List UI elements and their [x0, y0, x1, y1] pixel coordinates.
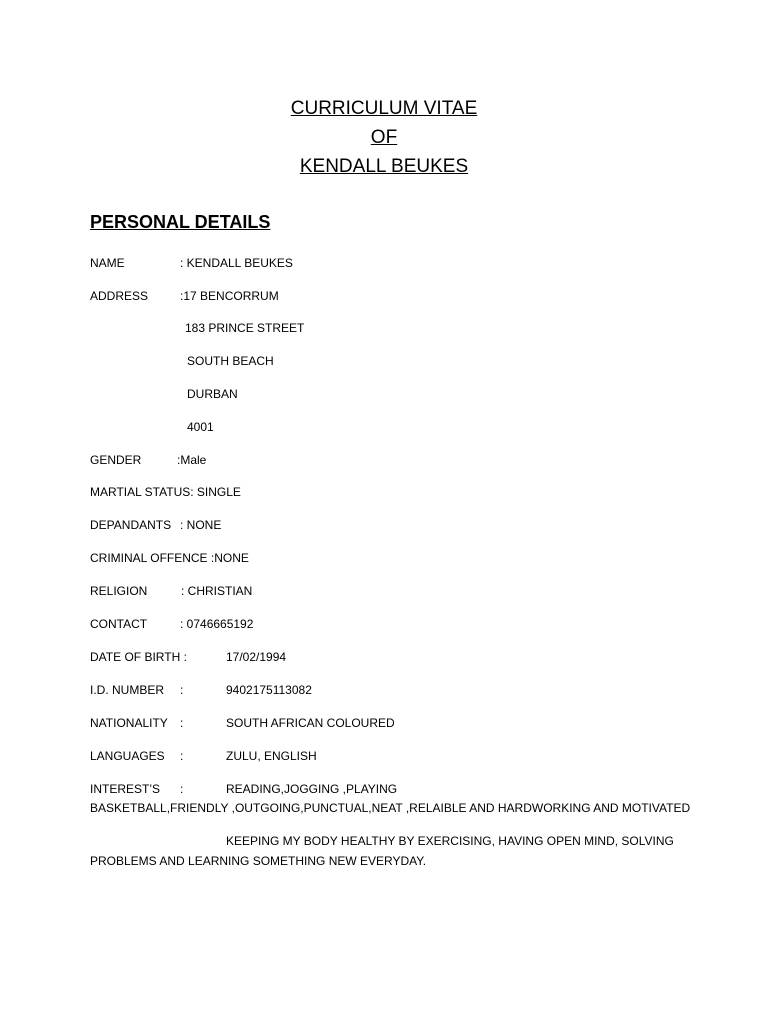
contact-label: CONTACT [90, 617, 148, 631]
criminal-offence-line: CRIMINAL OFFENCE :NONE [90, 551, 249, 565]
interests-colon: : [180, 782, 184, 796]
dob-value: 17/02/1994 [226, 650, 287, 664]
section-heading-personal-details: PERSONAL DETAILS [90, 212, 271, 232]
interests-line-3: KEEPING MY BODY HEALTHY BY EXERCISING, HAVING OPEN MIND, SOLVING [226, 834, 674, 848]
languages-label: LANGUAGES [90, 749, 165, 763]
id-number-label: I.D. NUMBER [90, 683, 165, 697]
languages-colon: : [180, 749, 184, 763]
gender-value: :Male [177, 453, 207, 467]
interests-line-4: PROBLEMS AND LEARNING SOMETHING NEW EVERYDAY. [90, 854, 427, 868]
title-line-2: OF [370, 127, 398, 148]
id-number-value: 9402175113082 [226, 683, 312, 697]
interests-line-2: BASKETBALL,FRIENDLY ,OUTGOING,PUNCTUAL,NEAT ,RELAIBLE AND HARDWORKING AND MOTIVATED [90, 801, 691, 815]
interests-label: INTEREST’S [90, 782, 161, 796]
contact-value: : 0746665192 [180, 617, 254, 631]
address-line-5: 4001 [187, 420, 214, 434]
nationality-label: NATIONALITY [90, 716, 168, 730]
dob-label: DATE OF BIRTH : [90, 650, 187, 664]
nationality-colon: : [180, 716, 184, 730]
id-number-colon: : [180, 683, 184, 697]
religion-label: RELIGION [90, 584, 148, 598]
address-line-2: 183 PRINCE STREET [185, 321, 305, 335]
dependants-value: : NONE [180, 518, 222, 532]
dependants-label: DEPANDANTS [90, 518, 172, 532]
address-line-4: DURBAN [187, 387, 238, 401]
title-line-3: KENDALL BEUKES [299, 156, 469, 177]
nationality-value: SOUTH AFRICAN COLOURED [226, 716, 395, 730]
languages-value: ZULU, ENGLISH [226, 749, 317, 763]
document-title [0, 94, 768, 181]
address-line-1: :17 BENCORRUM [180, 289, 279, 303]
name-value: : KENDALL BEUKES [180, 256, 293, 270]
religion-value: : CHRISTIAN [181, 584, 253, 598]
address-line-3: SOUTH BEACH [187, 354, 274, 368]
title-line-1: CURRICULUM VITAE [290, 98, 478, 119]
gender-label: GENDER [90, 453, 142, 467]
name-label: NAME [90, 256, 125, 270]
interests-line-1: READING,JOGGING ,PLAYING [226, 782, 398, 796]
marital-status-line: MARTIAL STATUS: SINGLE [90, 485, 241, 499]
address-label: ADDRESS [90, 289, 149, 303]
